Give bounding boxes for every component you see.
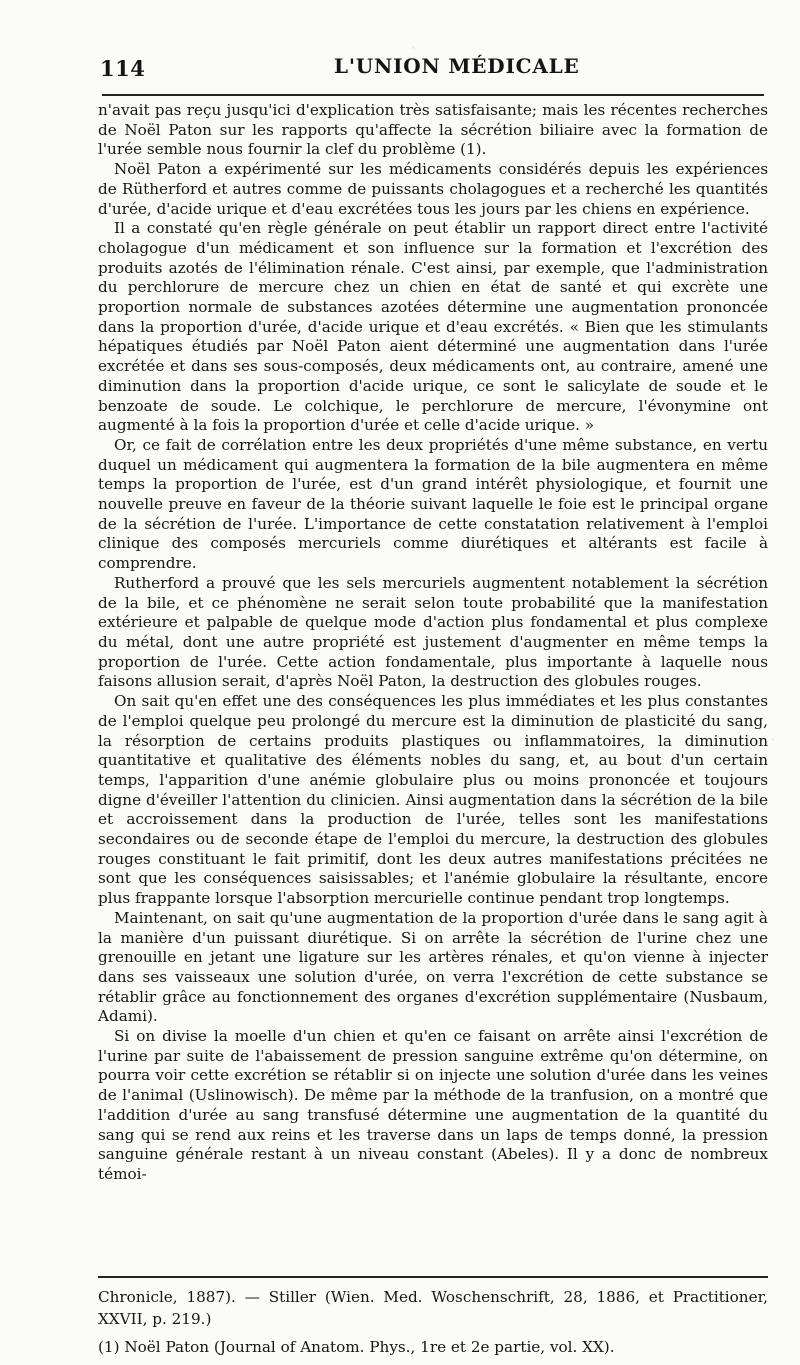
page-number: 114 bbox=[100, 56, 146, 81]
footnote-1: (1) Noël Paton (Journal of Anatom. Phys., 1re et 2e partie, vol. XX). bbox=[98, 1338, 615, 1356]
paragraph: Il a constaté qu'en règle générale on peut établir un rapport direct entre l'activité cholagogue d'un médicament et son influence sur la formation et l'excrétion des produits azotés de l'élimination rénale. C'est ainsi, par exemple, que l'administration du perchlorure de mercure chez un chien en état de santé et qui excrète une proportion normale de substances azotées détermine une augmentation prononcée dans la proportion d'urée, d'acide urique et d'eau excrétés. « Bien que les stimulants hépatiques étudiés par Noël Paton aient déterminé une augmentation dans l'urée excrétée et dans ses sous-composés, deux médicaments ont, au contraire, amené une diminution dans la proportion d'acide urique, ce sont le salicylate de soude et le benzoate de soude. Le colchique, le perchlorure de mercure, l'évonymine ont augmenté à la fois la proportion d'urée et celle d'acide urique. » bbox=[98, 219, 768, 435]
paragraph: Si on divise la moelle d'un chien et qu'en ce faisant on arrête ainsi l'excrétion de l'urine par suite de l'abaissement de pression sanguine extrême qu'on détermine, on pourra voir cette excrétion se rétablir si on injecte une solution d'urée dans les veines de l'animal (Uslinowisch). De même par la méthode de la tranfusion, on a montré que l'addition d'urée au sang transfusé détermine une augmentation de la quantité du sang qui se rend aux reins et les traverse dans un laps de temps donné, la pression sanguine générale restant à un niveau constant (Abeles). Il y a donc de nombreux témoi- bbox=[98, 1027, 768, 1183]
ink-speck bbox=[412, 46, 415, 49]
paragraph: Rutherford a prouvé que les sels mercuriels augmentent notablement la sécrétion de la bile, et ce phénomène ne serait selon toute probabilité que la manifestation extérieure et palpable de quelque mode d'action plus fondamental et plus complexe du métal, dont une autre propriété est justement d'augmenter en même temps la proportion de l'urée. Cette action fondamentale, plus importante à laquelle nous faisons allusion serait, d'après Noël Paton, la destruction des globules rouges. bbox=[98, 573, 768, 691]
paragraph: Noël Paton a expérimenté sur les médicaments considérés depuis les expériences de Rütherford et autres comme de puissants cholagogues et a recherché les quantités d'urée, d'acide urique et d'eau excrétées tous les jours par les chiens en expérience. bbox=[98, 160, 768, 218]
paragraph: n'avait pas reçu jusqu'ici d'explication très satisfaisante; mais les récentes recherches de Noël Paton sur les rapports qu'affecte la sécrétion biliaire avec la formation de l'urée semble nous fournir la clef du problème (1). bbox=[98, 101, 768, 159]
ink-speck bbox=[110, 1005, 113, 1008]
footnote-continued: Chronicle, 1887). — Stiller (Wien. Med. Woschenschrift, 28, 1886, et Practitioner, XXVII, p. 219.) bbox=[98, 1288, 768, 1328]
header-rule bbox=[102, 94, 764, 96]
article-body bbox=[98, 101, 768, 1185]
page-header bbox=[100, 50, 762, 90]
paragraph: On sait qu'en effet une des conséquences les plus immédiates et les plus constantes de l'emploi quelque peu prolongé du mercure est la diminution de plasticité du sang, la résorption de certains produits plastiques ou inflammatoires, la diminution quantitative et qualitative des éléments nobles du sang, et, au bout d'un certain temps, l'apparition d'une anémie globulaire plus ou moins prononcée et toujours digne d'éveiller l'attention du clinicien. Ainsi augmentation dans la sécrétion de la bile et accroissement dans la production de l'urée, telles sont les manifestations secondaires ou de seconde étape de l'emploi du mercure, la destruction des globules rouges constituant le fait primitif, dont les deux autres manifestations précitées ne sont que les conséquences saisissables; et l'anémie globulaire la résultante, encore plus frappante lorsque l'absorption mercurielle continue pendant trop longtemps. bbox=[98, 692, 768, 908]
paragraph: Maintenant, on sait qu'une augmentation de la proportion d'urée dans le sang agit à la manière d'un puissant diurétique. Si on arrête la sécrétion de l'urine chez une grenouille en jetant une ligature sur les artères rénales, et qu'on vienne à injecter dans ses vaisseaux une solution d'urée, on verra l'excrétion de cette substance se rétablir grâce au fonctionnement des organes d'excrétion supplémentaire (Nusbaum, Adami). bbox=[98, 908, 768, 1026]
ink-speck bbox=[740, 114, 742, 116]
ink-speck bbox=[771, 738, 774, 741]
journal-title: L'UNION MÉDICALE bbox=[334, 54, 580, 78]
ink-speck bbox=[116, 610, 118, 612]
footnotes bbox=[98, 1276, 768, 1358]
paragraph: Or, ce fait de corrélation entre les deux propriétés d'une même substance, en vertu duquel un médicament qui augmentera la formation de la bile augmentera en même temps la proportion de l'urée, est d'un grand intérêt physiologique, et fournit une nouvelle preuve en faveur de la théorie suivant laquelle le foie est le principal organe de la sécrétion de l'urée. L'importance de cette constatation relativement à l'emploi clinique des composés mercuriels comme diurétiques et altérants est facile à comprendre. bbox=[98, 435, 768, 573]
